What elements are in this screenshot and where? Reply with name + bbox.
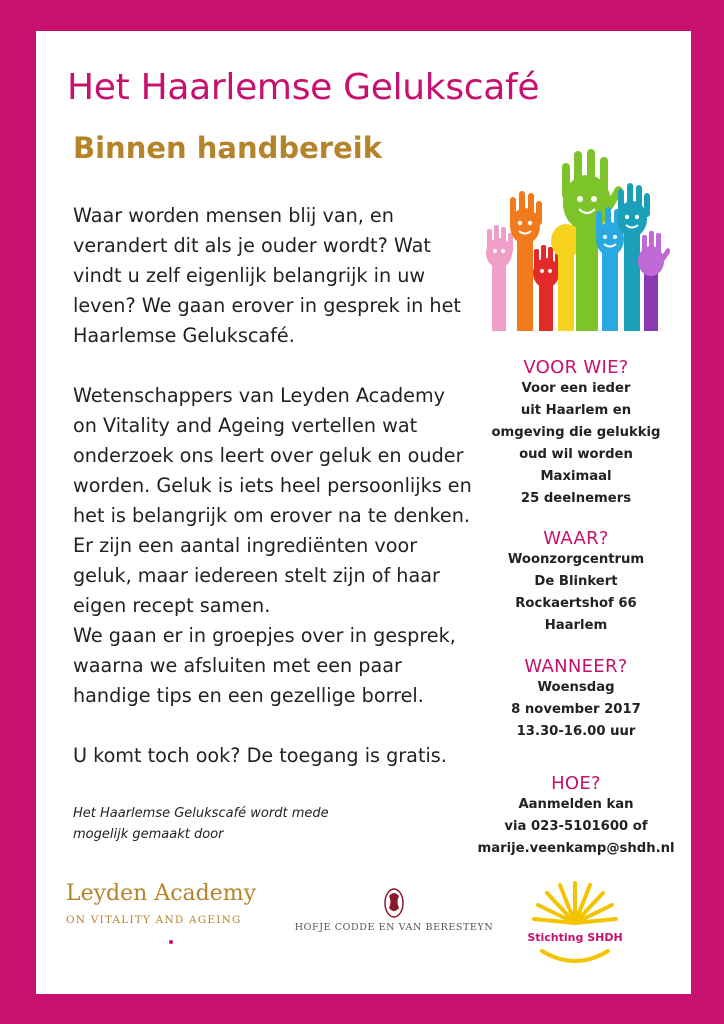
- voor-wie-line: omgeving die gelukkig: [491, 425, 661, 440]
- waar-line: Haarlem: [544, 618, 608, 633]
- third-paragraph: We gaan er in groepjes over in gesprek, waarna we afsluiten met een paar handige tips en een gezellige borrel.: [73, 624, 456, 707]
- raised-hands-icon: [484, 141, 670, 331]
- shdh-name: Stichting SHDH: [527, 931, 623, 944]
- hofje-name: HOFJE CODDE EN VAN BERESTEYN: [294, 922, 494, 933]
- voor-wie-line: Voor een ieder: [521, 381, 631, 396]
- wanneer-line: Woensdag: [537, 680, 615, 695]
- sunburst-icon: [520, 871, 630, 971]
- flyer-sheet: [36, 31, 691, 994]
- hoe-heading: HOE?: [551, 773, 601, 794]
- voor-wie-line: 25 deelnemers: [520, 491, 632, 506]
- page-subtitle: Binnen handbereik: [73, 131, 382, 165]
- hoe-line: Aanmelden kan: [518, 797, 634, 812]
- wanneer-line: 13.30-16.00 uur: [516, 724, 636, 739]
- info-voor-wie: [456, 357, 696, 510]
- waar-line: Woonzorgcentrum: [507, 552, 645, 567]
- shdh-logo: [520, 871, 630, 971]
- second-paragraph: Wetenschappers van Leyden Academy on Vitality and Ageing vertellen wat onderzoek ons leert over geluk en ouder worden. Geluk is iets heel persoonlijks en het is belangrijk om erover na te denken. Er zijn een aantal ingrediënten voor geluk, maar iedereen stelt zijn of haar eigen recept samen.: [73, 384, 472, 617]
- voor-wie-line: Maximaal: [540, 469, 612, 484]
- waar-line: De Blinkert: [534, 574, 618, 589]
- wanneer-heading: WANNEER?: [524, 656, 628, 677]
- logo-dot: [169, 940, 173, 944]
- info-wanneer: [456, 656, 696, 743]
- closing-line: U komt toch ook? De toegang is gratis.: [73, 744, 447, 767]
- crest-icon: [382, 886, 406, 920]
- page-title: Het Haarlemse Gelukscafé: [67, 67, 540, 108]
- hoe-line: via 023-5101600 of: [504, 819, 648, 834]
- info-hoe: [456, 773, 696, 860]
- wanneer-line: 8 november 2017: [511, 702, 641, 717]
- waar-heading: WAAR?: [543, 528, 609, 549]
- intro-paragraph: Waar worden mensen blij van, en verandert dit als je ouder wordt? Wat vindt u zelf eigenlijk belangrijk in uw leven? We gaan erover in gesprek in het Haarlemse Gelukscafé.: [73, 204, 461, 347]
- leyden-academy-logo: [66, 881, 276, 944]
- leyden-tagline: ON VITALITY AND AGEING: [66, 914, 242, 926]
- body-text: [73, 201, 473, 771]
- voor-wie-line: oud wil worden: [519, 447, 633, 462]
- hoe-email: marije.veenkamp@shdh.nl: [477, 841, 675, 856]
- leyden-name: Leyden Academy: [66, 881, 257, 906]
- hofje-logo: [294, 886, 494, 933]
- info-waar: [456, 528, 696, 637]
- waar-line: Rockaertshof 66: [515, 596, 637, 611]
- sponsor-note: Het Haarlemse Gelukscafé wordt mede mogelijk gemaakt door: [73, 806, 329, 842]
- voor-wie-line: uit Haarlem en: [520, 403, 632, 418]
- voor-wie-heading: VOOR WIE?: [523, 357, 629, 378]
